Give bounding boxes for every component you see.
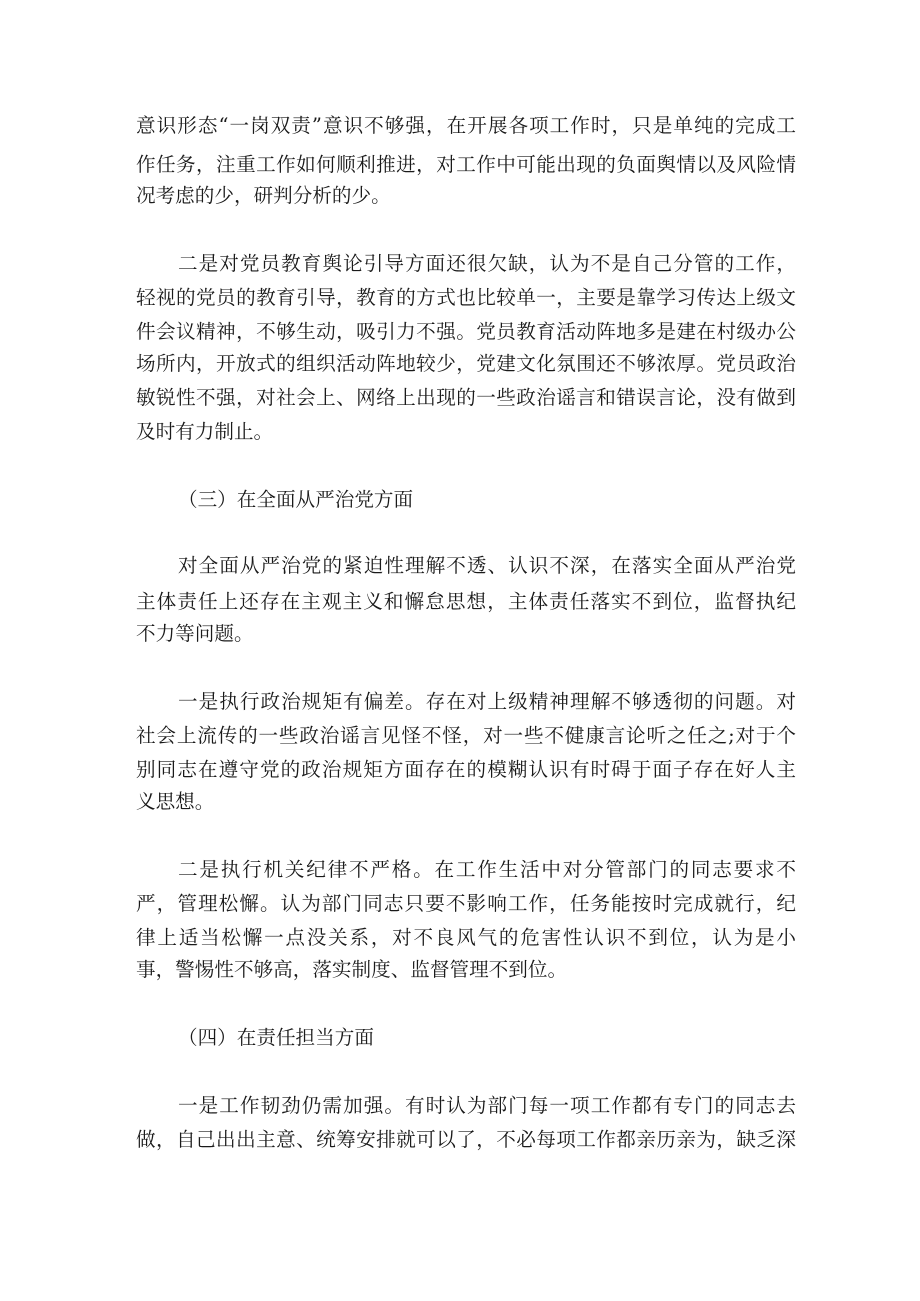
paragraph-line: 一是工作韧劲仍需加强。有时认为部门每一项工作都有专门的同志去 (178, 1094, 796, 1117)
section-heading: （四）在责任担当方面 (178, 1026, 374, 1049)
paragraph-line: 意识形态“一岗双责”意识不够强，在开展各项工作时，只是单纯的完成工 (136, 114, 796, 137)
paragraph-line: 别同志在遵守党的政治规矩方面存在的模糊认识有时碍于面子存在好人主 (136, 758, 796, 781)
paragraph-line: 二是执行机关纪律不严格。在工作生活中对分管部门的同志要求不 (178, 858, 796, 881)
paragraph-line: 义思想。 (136, 790, 215, 813)
paragraph-line: 轻视的党员的教育引导，教育的方式也比较单一，主要是靠学习传达上级文 (136, 286, 796, 309)
paragraph-line: 及时有力制止。 (136, 420, 274, 443)
paragraph-line: 场所内，开放式的组织活动阵地较少，党建文化氛围还不够浓厚。党员政治 (136, 352, 796, 375)
paragraph-line: 不力等问题。 (136, 622, 254, 645)
paragraph-line: 社会上流传的一些政治谣言见怪不怪，对一些不健康言论听之任之;对于个 (136, 724, 796, 747)
paragraph-line: 主体责任上还存在主观主义和懈怠思想，主体责任落实不到位，监督执纪 (136, 590, 796, 613)
paragraph-line: 二是对党员教育舆论引导方面还很欠缺，认为不是自己分管的工作， (178, 252, 796, 275)
paragraph-line: 敏锐性不强，对社会上、网络上出现的一些政治谣言和错误言论，没有做到 (136, 386, 796, 409)
paragraph-line: 作任务，注重工作如何顺利推进，对工作中可能出现的负面舆情以及风险情 (136, 153, 796, 176)
paragraph-line: 严，管理松懈。认为部门同志只要不影响工作，任务能按时完成就行，纪 (136, 892, 796, 915)
paragraph-line: 做，自己出出主意、统筹安排就可以了，不必每项工作都亲历亲为，缺乏深 (136, 1128, 796, 1151)
paragraph-line: 律上适当松懈一点没关系，对不良风气的危害性认识不到位，认为是小 (136, 926, 796, 949)
section-heading: （三）在全面从严治党方面 (178, 488, 414, 511)
paragraph-line: 况考虑的少，研判分析的少。 (136, 184, 391, 207)
paragraph-line: 事，警惕性不够高，落实制度、监督管理不到位。 (136, 958, 568, 981)
paragraph-line: 件会议精神，不够生动，吸引力不强。党员教育活动阵地多是建在村级办公 (136, 320, 796, 343)
paragraph-line: 一是执行政治规矩有偏差。存在对上级精神理解不够透彻的问题。对 (178, 690, 796, 713)
paragraph-line: 对全面从严治党的紧迫性理解不透、认识不深，在落实全面从严治党 (178, 554, 796, 577)
